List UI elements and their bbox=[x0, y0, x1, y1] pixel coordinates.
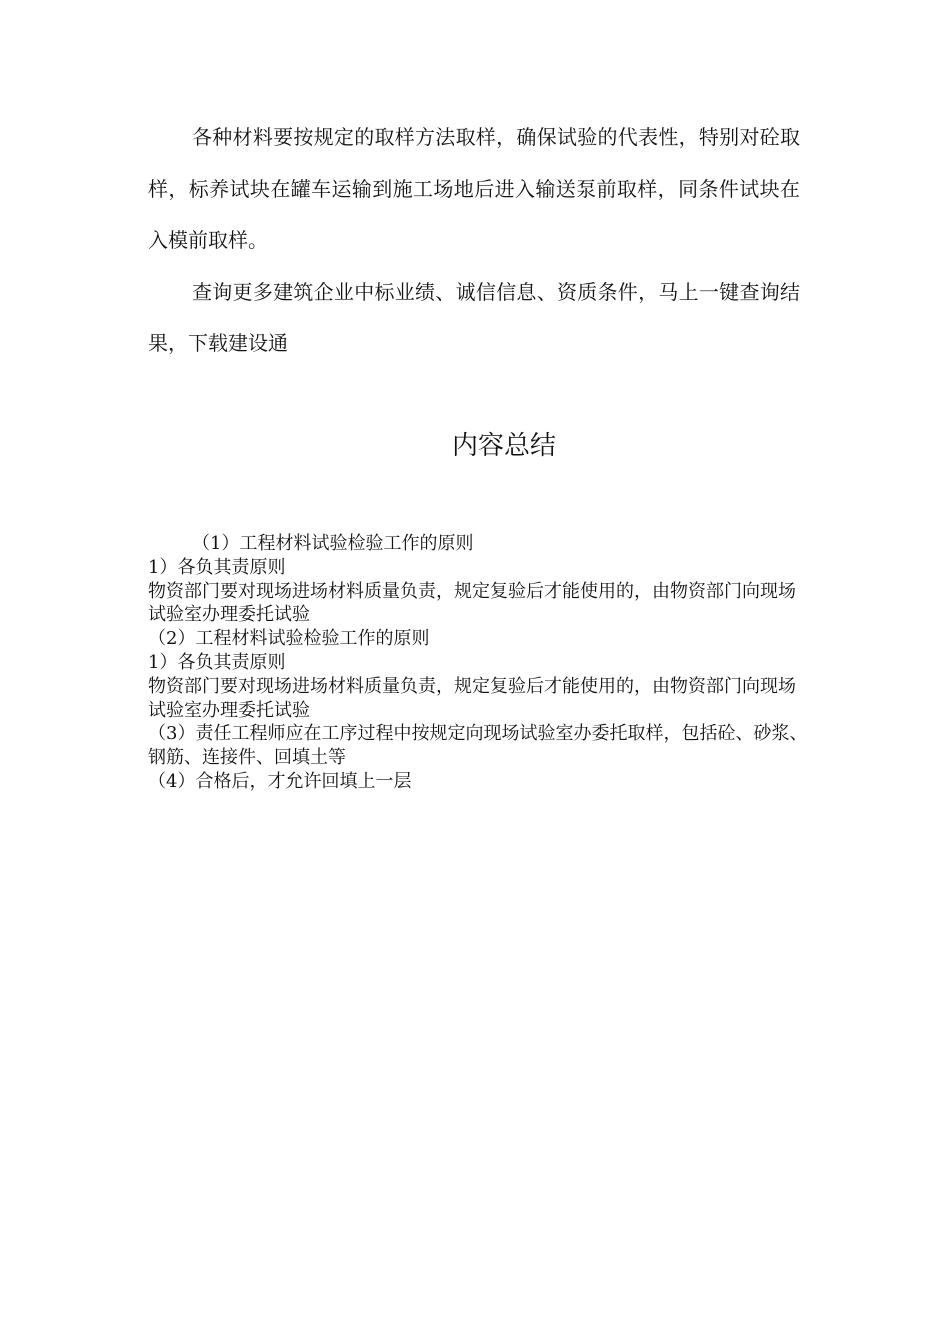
summary-line: （2）工程材料试验检验工作的原则 bbox=[148, 628, 430, 650]
summary-line: 1）各负其责原则 bbox=[148, 556, 286, 578]
summary-line: 物资部门要对现场进场材料质量负责，规定复验后才能使用的，由物资部门向现场试验室办理委托试验 bbox=[148, 675, 796, 721]
summary-line: 1）各负其责原则 bbox=[148, 651, 286, 673]
summary-line: （1）工程材料试验检验工作的原则 bbox=[192, 533, 474, 554]
intro-paragraph-sampling: 各种材料要按规定的取样方法取样，确保试验的代表性，特别对砼取样，标养试块在罐车运输到施工场地后进入输送泵前取样，同条件试块在入模前取样。 bbox=[148, 125, 800, 252]
intro-section bbox=[148, 112, 800, 370]
intro-paragraph-query: 查询更多建筑企业中标业绩、诚信信息、资质条件，马上一键查询结果，下载建设通 bbox=[148, 279, 800, 355]
summary-title: 内容总结 bbox=[451, 431, 556, 461]
summary-line: 物资部门要对现场进场材料质量负责，规定复验后才能使用的，由物资部门向现场试验室办理委托试验 bbox=[148, 580, 796, 626]
summary-line: （4）合格后，才允许回填上一层 bbox=[148, 770, 412, 792]
summary-line: （3）责任工程师应在工序过程中按规定向现场试验室办委托取样，包括砼、砂浆、钢筋、连接件、回填土等 bbox=[148, 723, 808, 769]
summary-section bbox=[148, 532, 808, 794]
